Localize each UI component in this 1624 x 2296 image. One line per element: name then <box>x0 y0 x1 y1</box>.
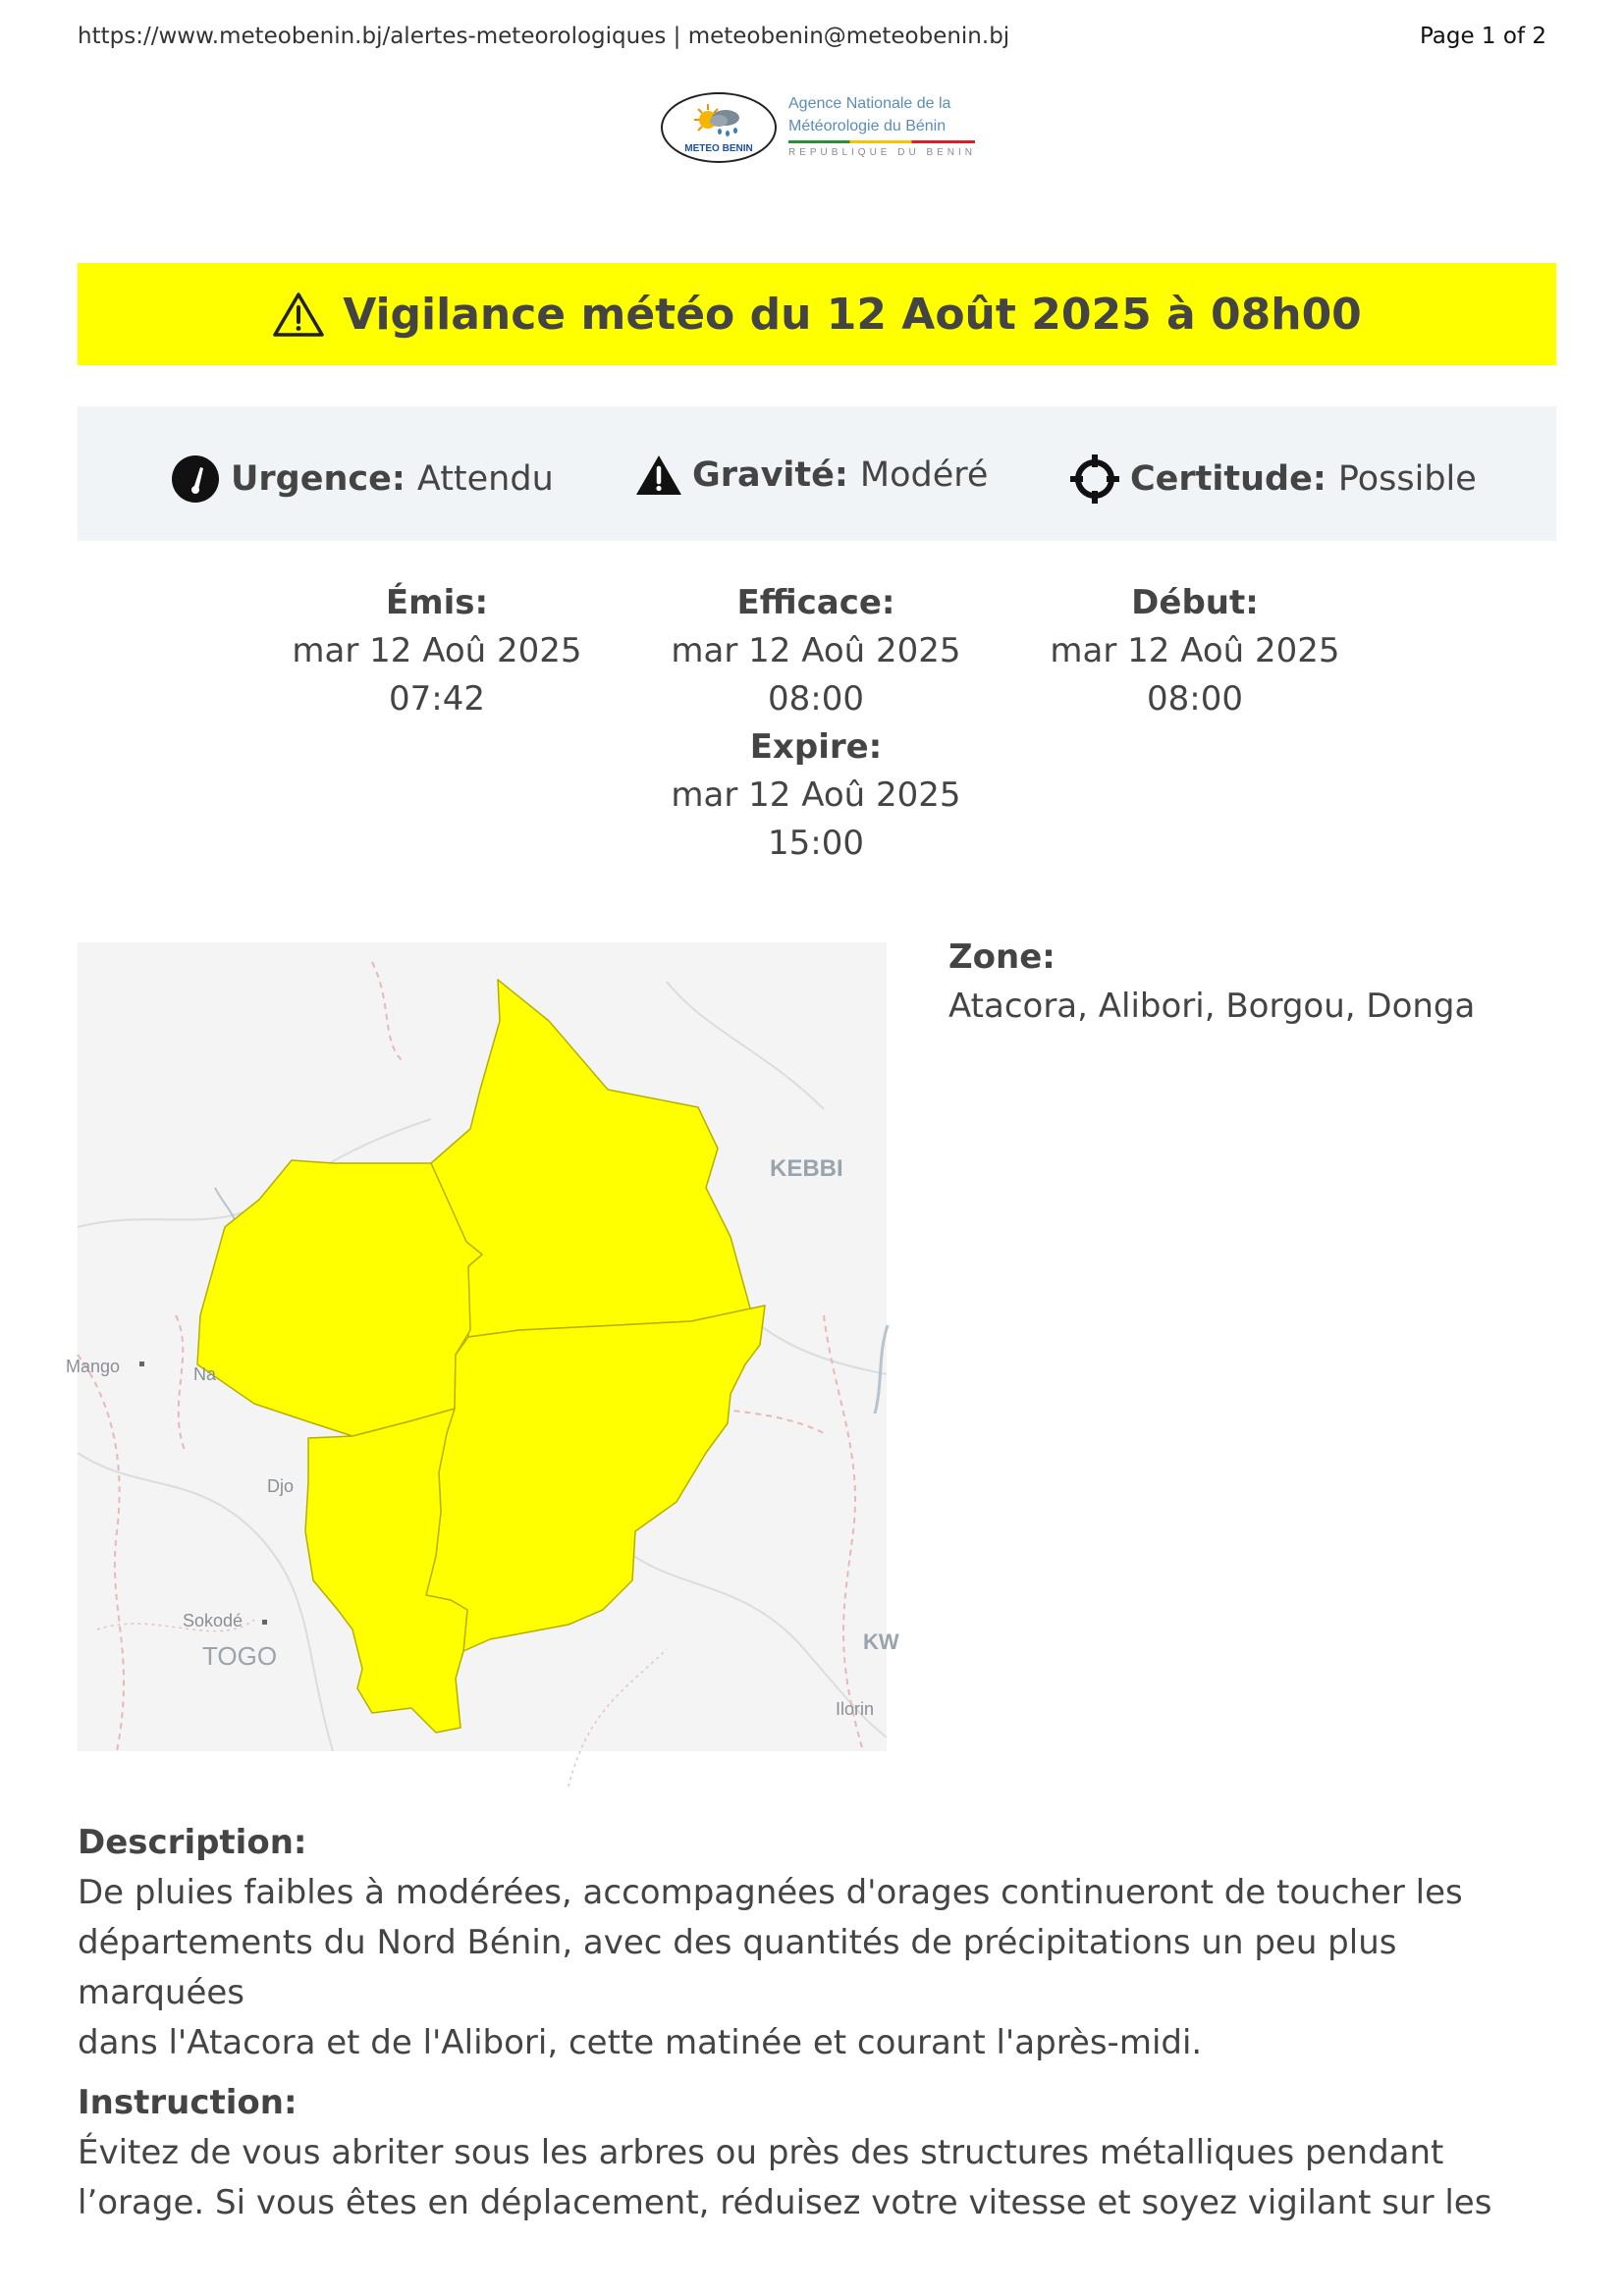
description-label: Description: <box>78 1823 307 1862</box>
agency-name <box>788 92 985 137</box>
map-label-kw: KW <box>863 1629 899 1654</box>
source-url[interactable]: https://www.meteobenin.bj/alertes-meteorologiques | meteobenin@meteobenin.bj <box>78 24 1010 49</box>
urgency-item <box>170 454 554 505</box>
map-label-na: Na <box>193 1364 217 1384</box>
page-header <box>78 24 1546 55</box>
alert-map[interactable] <box>66 942 899 1751</box>
onset-label: Début: <box>1131 583 1259 622</box>
map-label-togo: TOGO <box>202 1641 278 1671</box>
flag-rule <box>788 140 975 143</box>
onset-block <box>1008 579 1381 723</box>
instruction-line: Évitez de vous abriter sous les arbres ou près des structures métalliques pendant <box>78 2133 1444 2172</box>
severity-value: Modéré <box>859 455 989 495</box>
alert-meta-bar <box>78 406 1556 541</box>
onset-date: mar 12 Aoû 2025 <box>1050 631 1340 670</box>
expires-date: mar 12 Aoû 2025 <box>671 775 961 815</box>
map-label-kebbi: KEBBI <box>770 1155 843 1182</box>
zone-block <box>948 933 1475 1031</box>
meteo-benin-badge <box>661 92 777 163</box>
description-line: dans l'Atacora et de l'Alibori, cette matinée et courant l'après-midi. <box>78 2023 1203 2062</box>
agency-name-line-1: Agence Nationale de la <box>788 95 951 112</box>
effective-date: mar 12 Aoû 2025 <box>671 631 961 670</box>
issued-time: 07:42 <box>389 679 485 719</box>
instruction-line: l’orage. Si vous êtes en déplacement, réduisez votre vitesse et soyez vigilant sur les <box>78 2183 1492 2222</box>
expires-block <box>629 723 1002 868</box>
description-section <box>78 1818 1570 2068</box>
issued-label: Émis: <box>385 583 489 622</box>
map-label-ilorin: Ilorin <box>836 1699 875 1719</box>
map-label-sokode: Sokodé <box>183 1611 244 1630</box>
gauge-icon <box>170 454 221 505</box>
map-label-djo: Djo <box>267 1476 295 1496</box>
effective-block <box>629 579 1002 723</box>
warning-filled-icon <box>635 454 682 497</box>
map-canvas[interactable] <box>66 942 899 1751</box>
issued-date: mar 12 Aoû 2025 <box>292 631 582 670</box>
badge-text: METEO BENIN <box>684 143 753 154</box>
urgency-value: Attendu <box>416 459 554 499</box>
alert-banner <box>78 263 1556 365</box>
zone-label: Zone: <box>948 937 1056 977</box>
effective-time: 08:00 <box>768 679 864 719</box>
effective-label: Efficace: <box>736 583 895 622</box>
crosshair-icon <box>1069 454 1120 505</box>
onset-time: 08:00 <box>1147 679 1243 719</box>
expires-time: 15:00 <box>768 824 864 863</box>
description-line: départements du Nord Bénin, avec des quantités de précipitations un peu plus marquées <box>78 1923 1397 2012</box>
page-counter: Page 1 of 2 <box>1419 24 1546 49</box>
zone-value: Atacora, Alibori, Borgou, Donga <box>948 987 1476 1026</box>
description-line: De pluies faibles à modérées, accompagnées d'orages continueront de toucher les <box>78 1873 1463 1912</box>
certainty-value: Possible <box>1337 459 1477 499</box>
urgency-label: Urgence: <box>231 459 406 499</box>
expires-label: Expire: <box>749 727 883 767</box>
map-label-mango: Mango <box>66 1357 121 1376</box>
certainty-label: Certitude: <box>1130 459 1326 499</box>
sun-cloud-icon <box>686 102 751 143</box>
instruction-label: Instruction: <box>78 2083 298 2122</box>
agency-logo <box>661 90 985 169</box>
agency-name-line-2: Météorologie du Bénin <box>788 118 947 134</box>
certainty-item <box>1069 454 1477 505</box>
country-label: REPUBLIQUE DU BENIN <box>788 147 977 158</box>
alert-title: Vigilance météo du 12 Août 2025 à 08h00 <box>343 289 1362 340</box>
instruction-section <box>78 2078 1570 2228</box>
warning-outline-icon <box>272 291 325 338</box>
severity-label: Gravité: <box>692 455 848 495</box>
severity-item <box>635 454 988 497</box>
issued-block <box>250 579 623 723</box>
